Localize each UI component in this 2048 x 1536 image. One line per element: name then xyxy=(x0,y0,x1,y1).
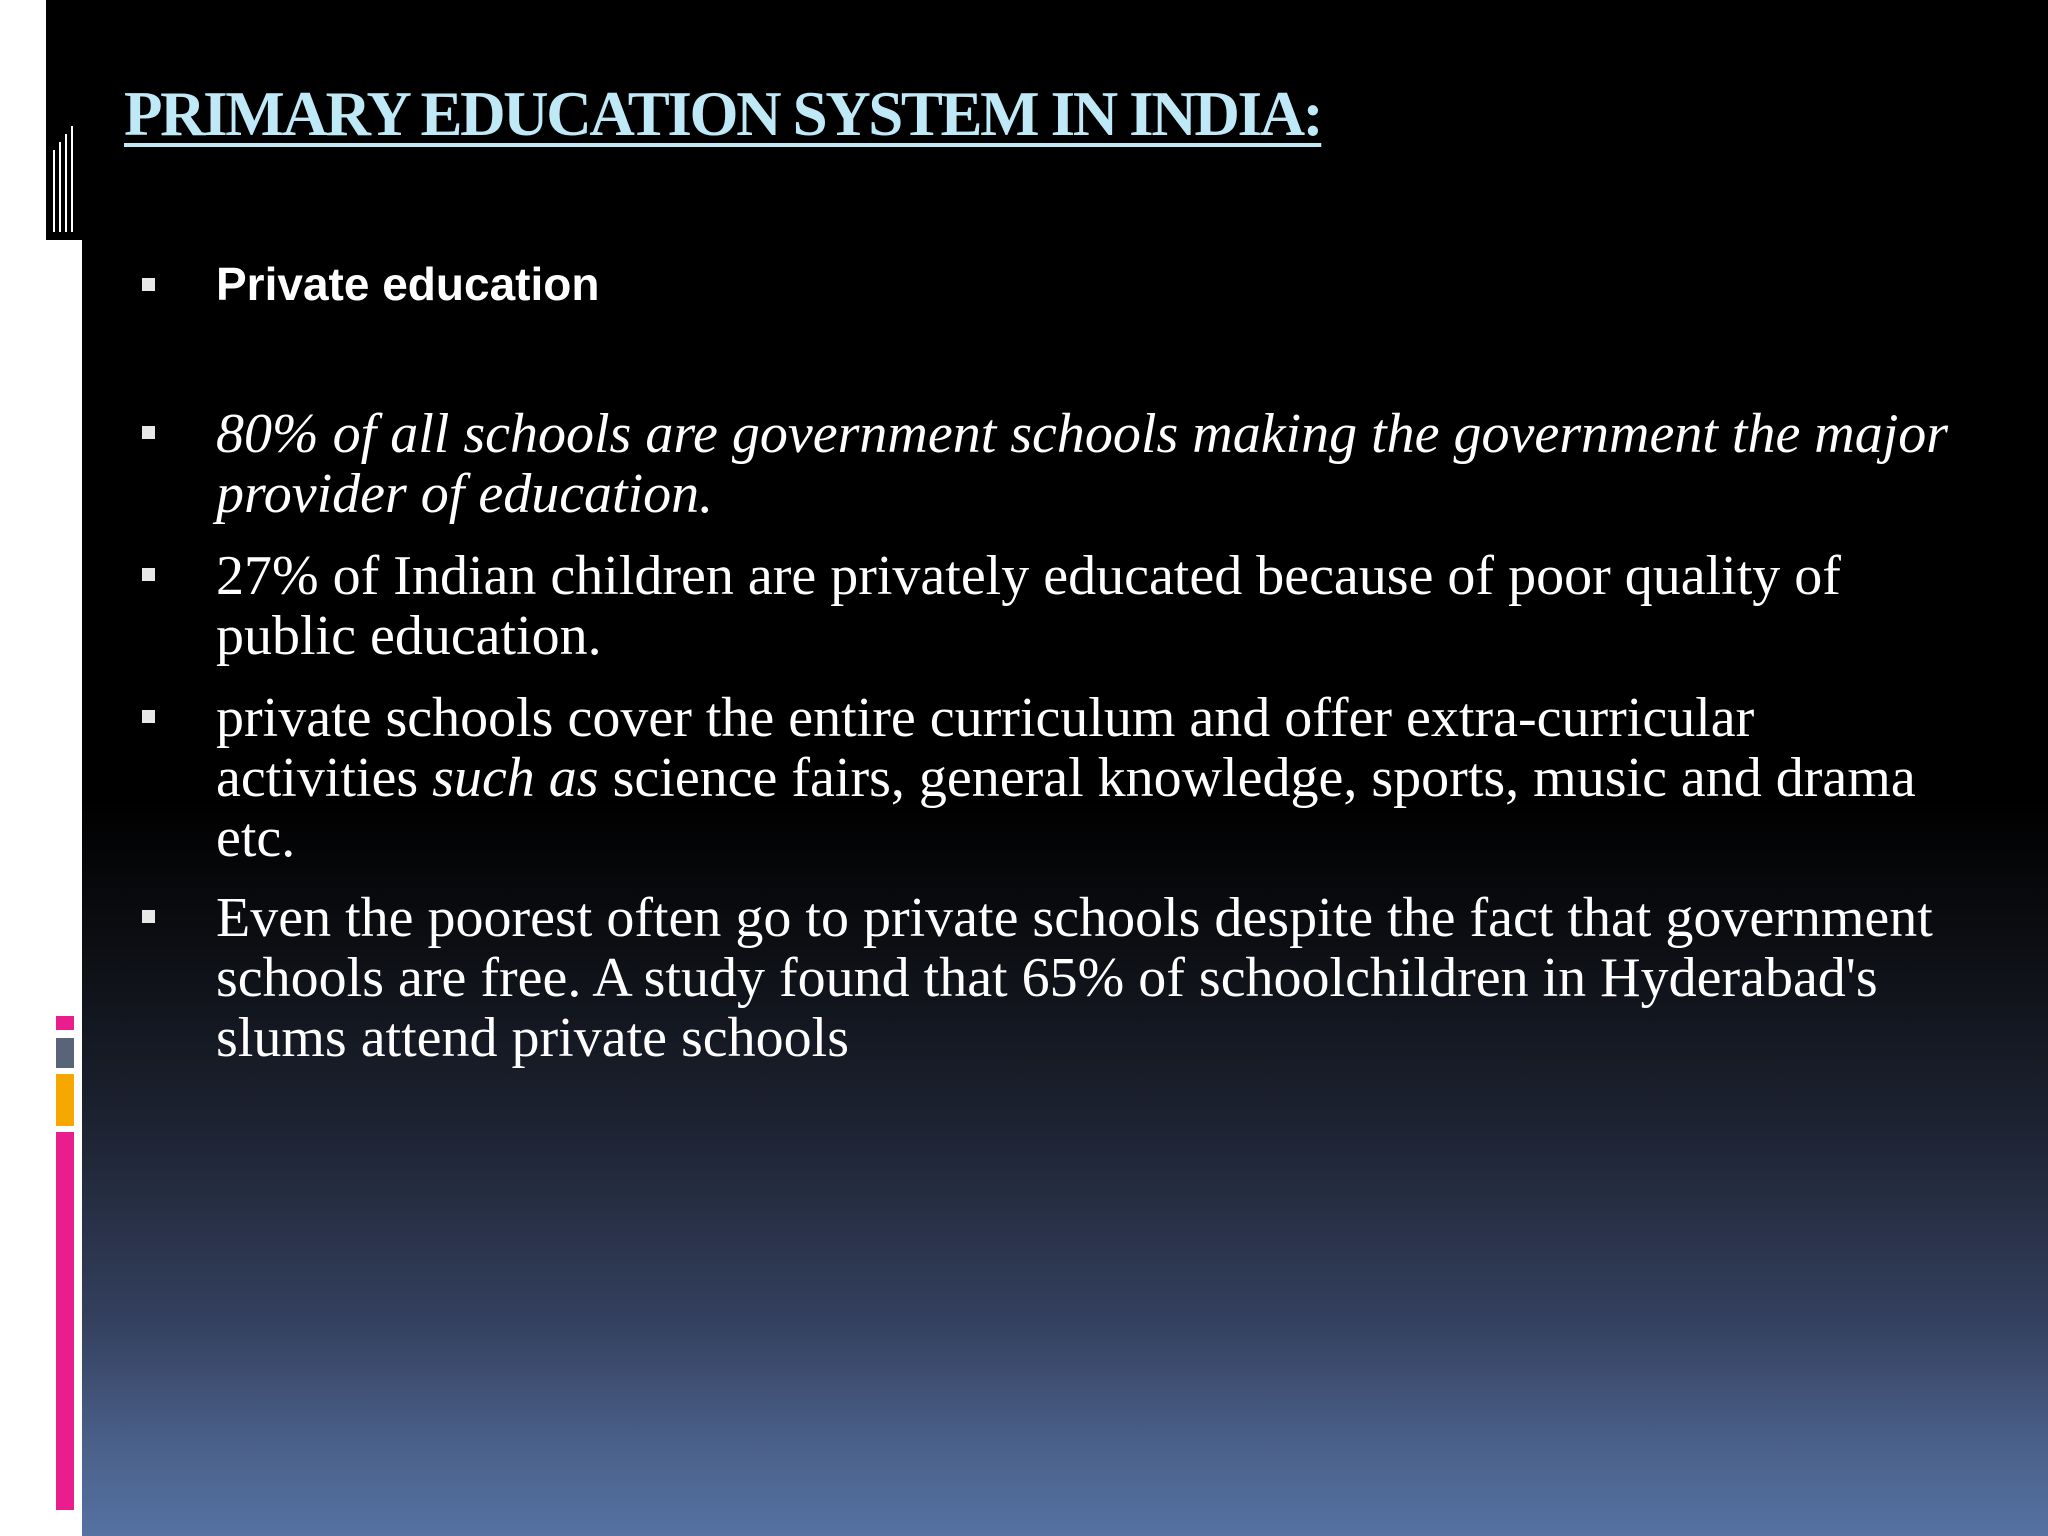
bullet-text xyxy=(216,688,1966,868)
bullet-marker xyxy=(142,910,155,923)
decorative-bar xyxy=(46,0,82,240)
bullet-marker xyxy=(142,568,155,581)
bullet-text-emphasis: such as xyxy=(432,747,599,809)
decorative-gap xyxy=(65,134,67,232)
decorative-accent-orange xyxy=(56,1074,74,1126)
decorative-gap xyxy=(53,150,55,232)
decorative-gap xyxy=(71,126,73,232)
bullet-text: Even the poorest often go to private schools despite the fact that government schools are free. A study found that 65% of schoolchildren in Hyderabad's slums attend private schools xyxy=(216,887,1933,1069)
bullet-text-segment: private schools cover the entire curriculum and offer extra-curricular activities xyxy=(216,687,1755,809)
bullet-text-segment: science fairs, general knowledge, sports, music and drama etc. xyxy=(216,747,1916,869)
decorative-accent-pink-small xyxy=(56,1016,74,1030)
decorative-gap xyxy=(59,142,61,232)
bullet-text: 80% of all schools are government schools making the government the major provider of education. xyxy=(216,403,1949,525)
bullet-marker xyxy=(142,426,155,439)
decorative-accent-gray xyxy=(56,1038,74,1068)
bullet-marker xyxy=(142,278,155,291)
decorative-bars-top xyxy=(46,0,82,240)
bullet-marker xyxy=(142,710,155,723)
bullet-text: 27% of Indian children are privately educated because of poor quality of public education. xyxy=(216,545,1841,667)
decorative-accent-pink xyxy=(56,1132,74,1510)
slide-title: PRIMARY EDUCATION SYSTEM IN INDIA: xyxy=(124,79,1322,149)
bullet-text: Private education xyxy=(216,258,600,310)
